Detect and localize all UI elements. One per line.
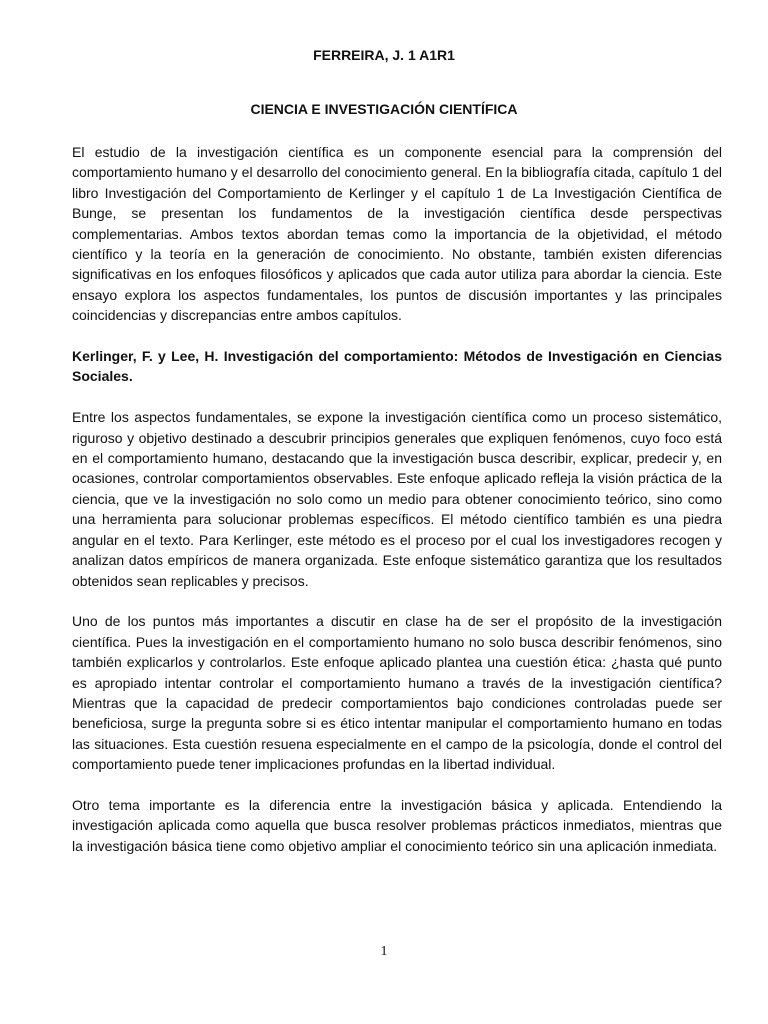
body-paragraph-2: Uno de los puntos más importantes a discutir en clase ha de ser el propósito de la investigación científica. Pues la investigación en el comportamiento humano no solo busca describir fenómenos, sino también explicarlos y controlarlos. Este enfoque aplicado plantea una cuestión ética: ¿hasta qué punto es apropiado intentar controlar el comportamiento humano a través de la investigación científica? Mientras que la capacidad de predecir comportamientos bajo condiciones controladas puede ser beneficiosa, surge la pregunta sobre si es ético intentar manipular el comportamiento humano en todas las situaciones. Esta cuestión resuena especialmente en el campo de la psicología, donde el control del comportamiento puede tener implicaciones profundas en la libertad individual. (72, 613, 722, 773)
document-title: CIENCIA E INVESTIGACIÓN CIENTÍFICA (250, 101, 518, 117)
intro-paragraph: El estudio de la investigación científica es un componente esencial para la comprensión del comportamiento humano y el desarrollo del conocimiento general. En la bibliografía citada, capítulo 1 del libro Investigación del Comportamiento de Kerlinger y el capítulo 1 de La Investigación Científica de Bunge, se presentan los fundamentos de la investigación científica desde perspectivas complementarias. Ambos textos abordan temas como la importancia de la objetividad, el método científico y la teoría en la generación de conocimiento. No obstante, también existen diferencias significativas en los enfoques filosóficos y aplicados que cada autor utiliza para abordar la ciencia. Este ensayo explora los aspectos fundamentales, los puntos de discusión importantes y las principales coincidencias y discrepancias entre ambos capítulos. (72, 144, 722, 324)
section-heading: Kerlinger, F. y Lee, H. Investigación del comportamiento: Métodos de Investigación en Ciencias Sociales. (72, 348, 722, 385)
document-body (72, 142, 722, 877)
document-header: FERREIRA, J. 1 A1R1 (313, 47, 455, 63)
body-paragraph-3: Otro tema importante es la diferencia entre la investigación básica y aplicada. Entendiendo la investigación aplicada como aquella que busca resolver problemas prácticos inmediatos, mientras que la investigación básica tiene como objetivo ampliar el conocimiento teórico sin una aplicación inmediata. (72, 796, 722, 854)
body-paragraph-1: Entre los aspectos fundamentales, se expone la investigación científica como un proceso sistemático, riguroso y objetivo destinado a descubrir principios generales que expliquen fenómenos, cuyo foco está en el comportamiento humano, destacando que la investigación busca describir, explicar, predecir y, en ocasiones, controlar comportamientos observables. Este enfoque aplicado refleja la visión práctica de la ciencia, que ve la investigación no solo como un medio para obtener conocimiento teórico, sino como una herramienta para solucionar problemas específicos. El método científico también es una piedra angular en el texto. Para Kerlinger, este método es el proceso por el cual los investigadores recogen y analizan datos empíricos de manera organizada. Este enfoque sistemático garantiza que los resultados obtenidos sean replicables y precisos. (72, 409, 722, 589)
page-number: 1 (380, 944, 388, 959)
